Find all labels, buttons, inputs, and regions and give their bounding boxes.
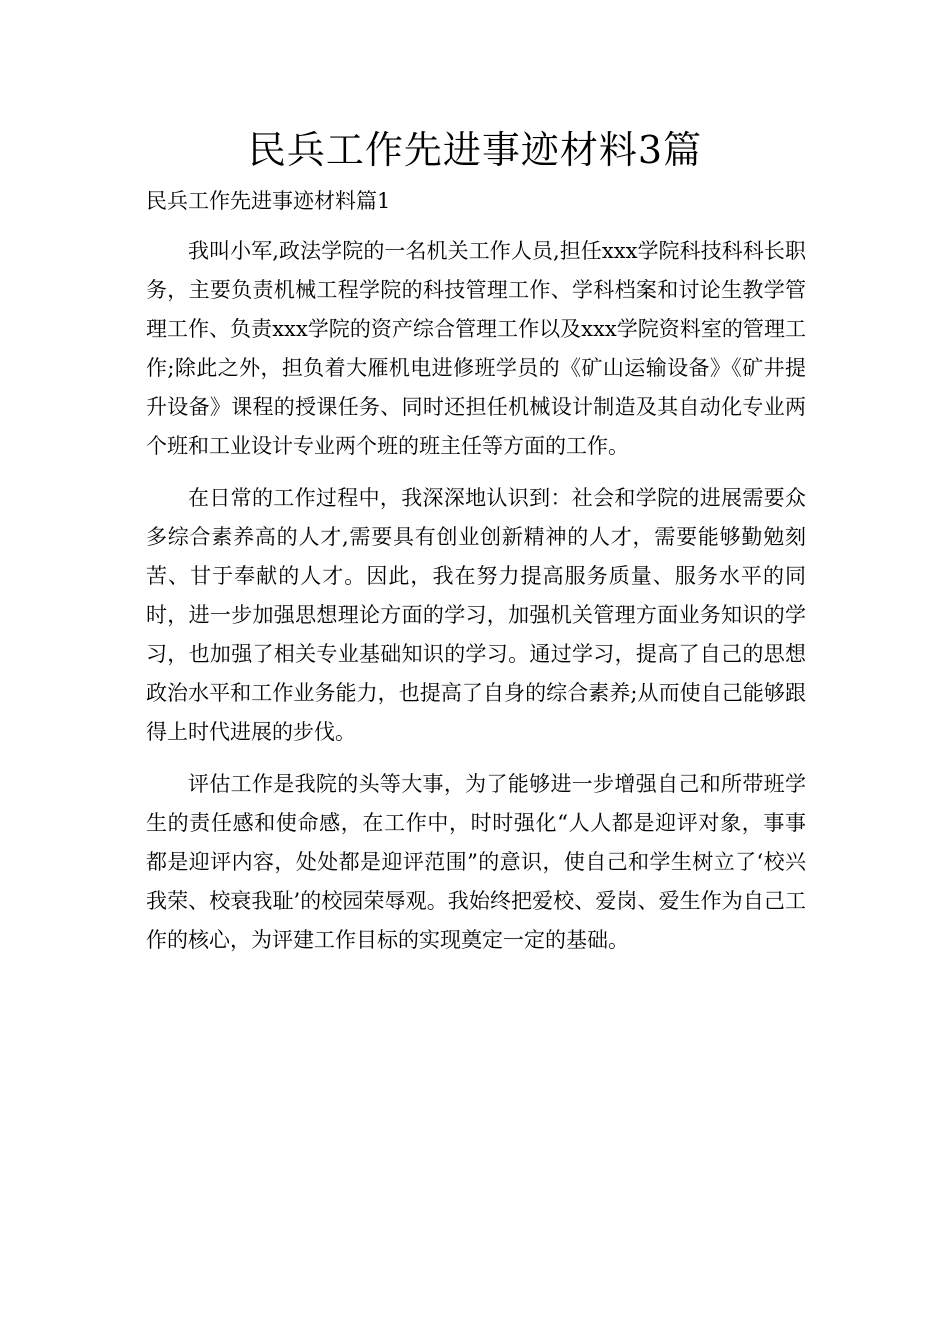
paragraph-2: 在日常的工作过程中，我深深地认识到：社会和学院的进展需要众多综合素养高的人才,需要具有创业创新精神的人才，需要能够勤勉刻苦、甘于奉献的人才。因此，我在努力提高服务质量、服务水平的同时，进一步加强思想理论方面的学习，加强机关管理方面业务知识的学习，也加强了相关专业基础知识的学习。通过学习，提高了自己的思想政治水平和工作业务能力，也提高了自身的综合素养;从而使自己能够跟得上时代进展的步伐。 <box>146 486 806 744</box>
document-title: 民兵工作先进事迹材料3篇 <box>247 128 703 172</box>
section-heading: 民兵工作先进事迹材料篇1 <box>146 189 391 213</box>
document-body <box>146 232 806 973</box>
paragraph-3: 评估工作是我院的头等大事，为了能够进一步增强自己和所带班学生的责任感和使命感，在工作中，时时强化“人人都是迎评对象，事事都是迎评内容，处处都是迎评范围”的意识，使自己和学生树立了‘校兴我荣、校衰我耻’的校园荣辱观。我始终把爱校、爱岗、爱生作为自己工作的核心，为评建工作目标的实现奠定一定的基础。 <box>146 772 806 952</box>
paragraph-1: 我叫小军,政法学院的一名机关工作人员,担任xxx学院科技科科长职务，主要负责机械工程学院的科技管理工作、学科档案和讨论生教学管理工作、负责xxx学院的资产综合管理工作以及xxx学院资料室的管理工作;除此之外，担负着大雁机电进修班学员的《矿山运输设备》《矿井提升设备》课程的授课任务、同时还担任机械设计制造及其自动化专业两个班和工业设计专业两个班的班主任等方面的工作。 <box>146 239 806 458</box>
